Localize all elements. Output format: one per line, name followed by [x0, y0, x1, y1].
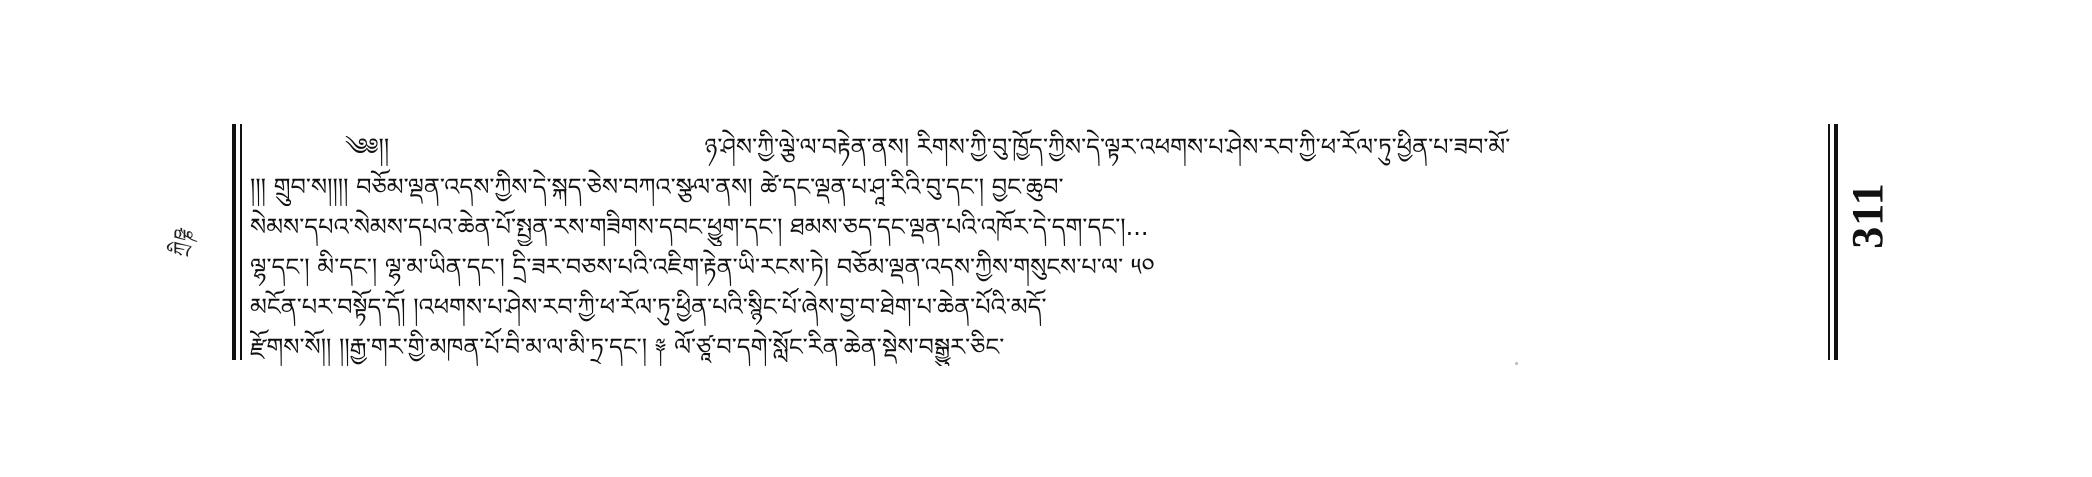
margin-annotation [150, 128, 224, 358]
text-line-1 [250, 128, 1920, 166]
text-line-2: །།། གྲུབ་ས།།།། བཅོམ་ལྡན་འདས་ཀྱིས་དེ་སྐད་ཅེས་བཀའ་སྩལ་ནས། ཚེ་དང་ལྡན་པ་ཤཱ་རིའི་བུ་དང་། བྱང་ཆུབ་ [250, 173, 1064, 201]
folio-number-text: 311 [1842, 181, 1892, 249]
left-frame-rule-inner [240, 124, 242, 360]
leaf-marker: ༄༅།། [345, 133, 390, 161]
text-line-5: མངོན་པར་བསྟོད་དོ། །འཕགས་པ་ཤེས་རབ་ཀྱི་ཕ་རོལ་ཏུ་ཕྱིན་པའི་སྙིང་པོ་ཞེས་བྱ་བ་ཐེག་པ་ཆེན་པོའི་མདོ་ [250, 293, 1047, 321]
tibetan-text-block [250, 128, 1825, 363]
scan-speck [1515, 362, 1518, 365]
folio-number [1838, 150, 1896, 280]
margin-annotation-text: ཀྲིཥྞ [168, 227, 193, 259]
left-frame-rule-outer [232, 124, 236, 360]
text-line-1-body: ཉ་ཤེས་ཀྱི་ལྕེ་ལ་བརྟེན་ནས། རིགས་ཀྱི་བུ་ཁྱོད་ཀྱིས་དེ་ལྟར་འཕགས་པ་ཤེས་རབ་ཀྱི་ཕ་རོལ་ཏུ་ཕྱིན་པ་ཟབ་མོ་ [704, 133, 1511, 161]
text-line-4: ལྷ་དང་། མི་དང་། ལྷ་མ་ཡིན་དང་། དྲི་ཟར་བཅས་པའི་འཇིག་རྟེན་ཡི་རངས་ཏེ། བཅོམ་ལྡན་འདས་ཀྱིས་གསུངས་པ་ལ་ ༥༠ [250, 253, 1155, 281]
text-line-6: རྫོགས་སོ།། །།རྒྱ་གར་གྱི་མཁན་པོ་བི་མ་ལ་མི་ཏྲ་དང་། ༈ ལོ་ཙཱ་བ་དགེ་སློང་རིན་ཆེན་སྡེས་བསྒྱུར་ཅིང་ [250, 333, 1005, 361]
text-line-3: སེམས་དཔའ་སེམས་དཔའ་ཆེན་པོ་སྤྱན་རས་གཟིགས་དབང་ཕྱུག་དང་། ཐམས་ཅད་དང་ལྡན་པའི་འཁོར་དེ་དག་དང་།... [250, 213, 1149, 241]
